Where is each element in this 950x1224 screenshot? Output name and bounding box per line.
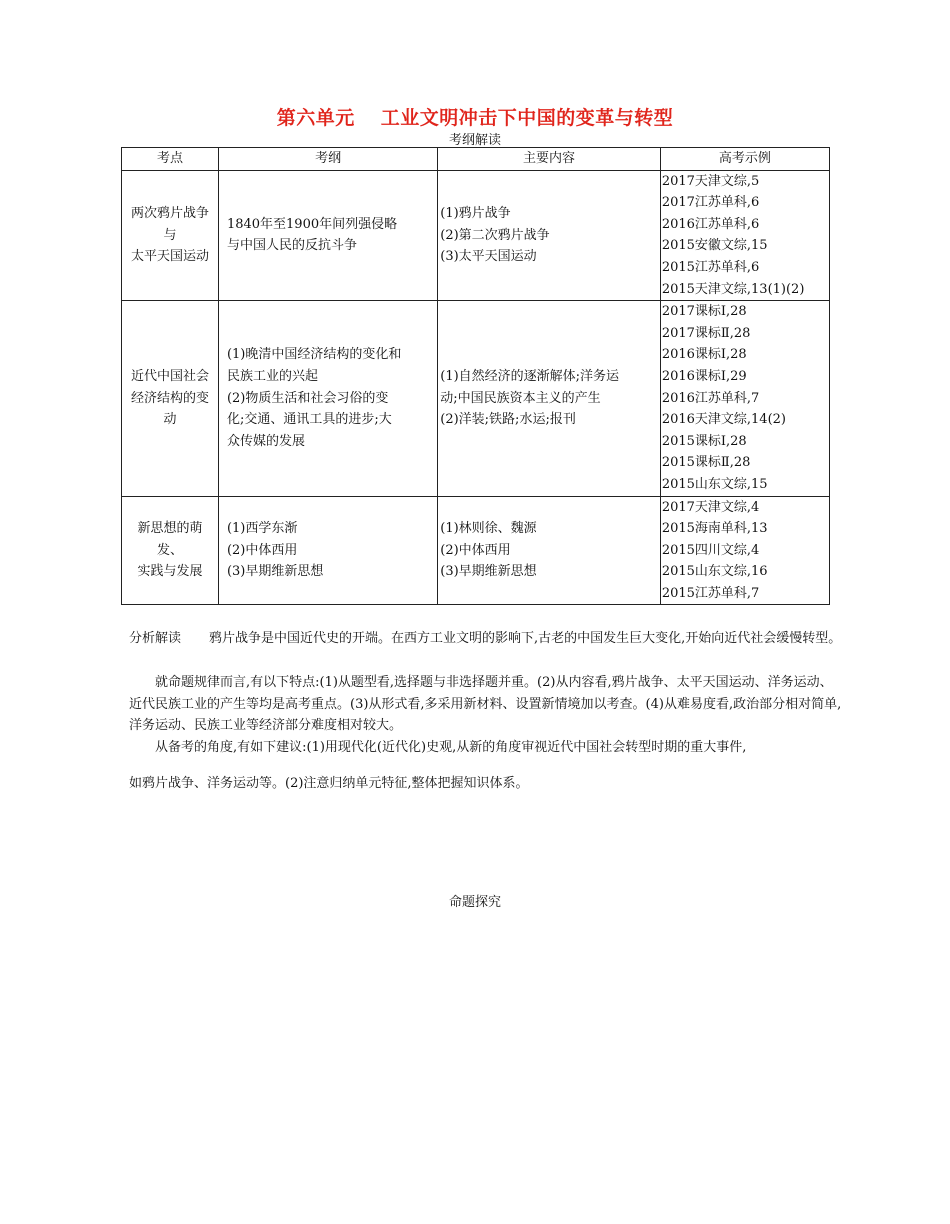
point-line: 经济结构的变 <box>130 390 209 406</box>
table-row <box>122 301 830 496</box>
content-cell <box>438 496 661 605</box>
exam-item: 2016天津文综,14(2) <box>661 412 786 428</box>
point-line: 新思想的萌 <box>137 521 203 537</box>
content-cell <box>438 170 661 301</box>
outline-cell <box>218 496 437 605</box>
content-line: (3)早期维新思想 <box>440 564 537 580</box>
exam-item: 2017天津文综,5 <box>661 173 760 189</box>
outline-line: 民族工业的兴起 <box>226 368 318 384</box>
exam-item: 2015海南单科,13 <box>661 521 768 537</box>
exam-cell <box>660 301 829 496</box>
point-line: 发、 <box>156 542 183 558</box>
point-cell <box>122 301 219 496</box>
outline-subtitle: 考纲解读 <box>448 133 501 148</box>
point-line: 太平天国运动 <box>130 249 209 265</box>
exam-cell <box>660 170 829 301</box>
content-cell <box>438 301 661 496</box>
content-line: (3)太平天国运动 <box>440 249 537 265</box>
content-line: (1)鸦片战争 <box>440 205 511 221</box>
outline-line: 与中国人民的反抗斗争 <box>226 238 357 254</box>
exam-cell <box>660 496 829 605</box>
analysis-paragraph-3-cont: 如鸦片战争、洋务运动等。(2)注意归纳单元特征,整体把握知识体系。 <box>129 776 529 791</box>
analysis-paragraph-3: 从备考的角度,有如下建议:(1)用现代化(近代化)史观,从新的角度审视近代中国社会转型时期的重大事件, <box>155 740 747 755</box>
point-line: 两次鸦片战争 <box>130 205 209 221</box>
exam-item: 2015天津文综,13(1)(2) <box>661 281 805 297</box>
outline-line: (3)早期维新思想 <box>226 564 324 580</box>
content-line: 动;中国民族资本主义的产生 <box>440 390 601 406</box>
exam-outline-table <box>121 147 830 605</box>
exam-item: 2015课标Ⅰ,28 <box>661 433 747 449</box>
analysis-text-1: 鸦片战争是中国近代史的开端。在西方工业文明的影响下,古老的中国发生巨大变化,开始向近代社会缓慢转型。 <box>209 631 842 646</box>
exam-item: 2015安徽文综,15 <box>661 238 768 254</box>
exam-item: 2015山东文综,15 <box>661 476 768 492</box>
outline-line: 众传媒的发展 <box>226 433 305 449</box>
table-row <box>122 170 830 301</box>
exam-item: 2016江苏单科,7 <box>661 390 760 406</box>
table-row <box>122 496 830 605</box>
content-line: (1)林则徐、魏源 <box>440 521 537 537</box>
exam-item: 2016课标Ⅰ,28 <box>661 347 747 363</box>
outline-cell <box>218 170 437 301</box>
header-exam: 高考示例 <box>660 148 829 171</box>
analysis-paragraph-1 <box>129 628 844 650</box>
content-line: (2)第二次鸦片战争 <box>440 227 550 243</box>
unit-title-text: 工业文明冲击下中国的变革与转型 <box>380 107 674 129</box>
exam-item: 2015江苏单科,7 <box>661 585 760 601</box>
header-outline: 考纲 <box>218 148 437 171</box>
point-line: 近代中国社会 <box>130 368 209 384</box>
exam-item: 2015江苏单科,6 <box>661 259 760 275</box>
exam-item: 2015山东文综,16 <box>661 564 768 580</box>
point-cell <box>122 496 219 605</box>
exam-item: 2017江苏单科,6 <box>661 195 760 211</box>
exam-item: 2017课标Ⅰ,28 <box>661 304 747 320</box>
exam-item: 2017课标Ⅱ,28 <box>661 325 751 341</box>
exam-item: 2015四川文综,4 <box>661 542 760 558</box>
unit-title-number: 第六单元 <box>276 107 355 129</box>
outline-line: 化;交通、通讯工具的进步;大 <box>226 412 392 428</box>
outline-line: (1)晚清中国经济结构的变化和 <box>226 347 402 363</box>
content-line: (2)洋装;铁路;水运;报刊 <box>440 412 576 428</box>
analysis-paragraph-2: 就命题规律而言,有以下特点:(1)从题型看,选择题与非选择题并重。(2)从内容看,鸦片战争、太平天国运动、洋务运动、近代民族工业的产生等均是高考重点。(3)从形式看,多采用新材料、设置新情境加以考查。(4)从难易度看,政治部分相对简单,洋务运动、民族工业等经济部分难度相对较大。 <box>129 675 842 733</box>
exam-item: 2017天津文综,4 <box>661 499 760 515</box>
outline-line: (2)物质生活和社会习俗的变 <box>226 390 389 406</box>
unit-title <box>0 103 950 130</box>
header-point: 考点 <box>122 148 219 171</box>
point-line: 与 <box>163 227 177 243</box>
point-cell <box>122 170 219 301</box>
exam-item: 2016江苏单科,6 <box>661 216 760 232</box>
point-line: 动 <box>163 412 177 428</box>
analysis-label: 分析解读 <box>129 631 182 646</box>
content-line: (2)中体西用 <box>440 542 511 558</box>
point-line: 实践与发展 <box>137 564 203 580</box>
exam-item: 2016课标Ⅰ,29 <box>661 368 747 384</box>
outline-line: (2)中体西用 <box>226 542 298 558</box>
exam-item: 2015课标Ⅱ,28 <box>661 455 751 471</box>
outline-cell <box>218 301 437 496</box>
outline-line: (1)西学东渐 <box>226 521 298 537</box>
table-header-row <box>122 148 830 171</box>
section-heading: 命题探究 <box>448 895 501 910</box>
header-content: 主要内容 <box>438 148 661 171</box>
content-line: (1)自然经济的逐渐解体;洋务运 <box>440 368 620 384</box>
outline-line: 1840年至1900年间列强侵略 <box>226 216 398 232</box>
